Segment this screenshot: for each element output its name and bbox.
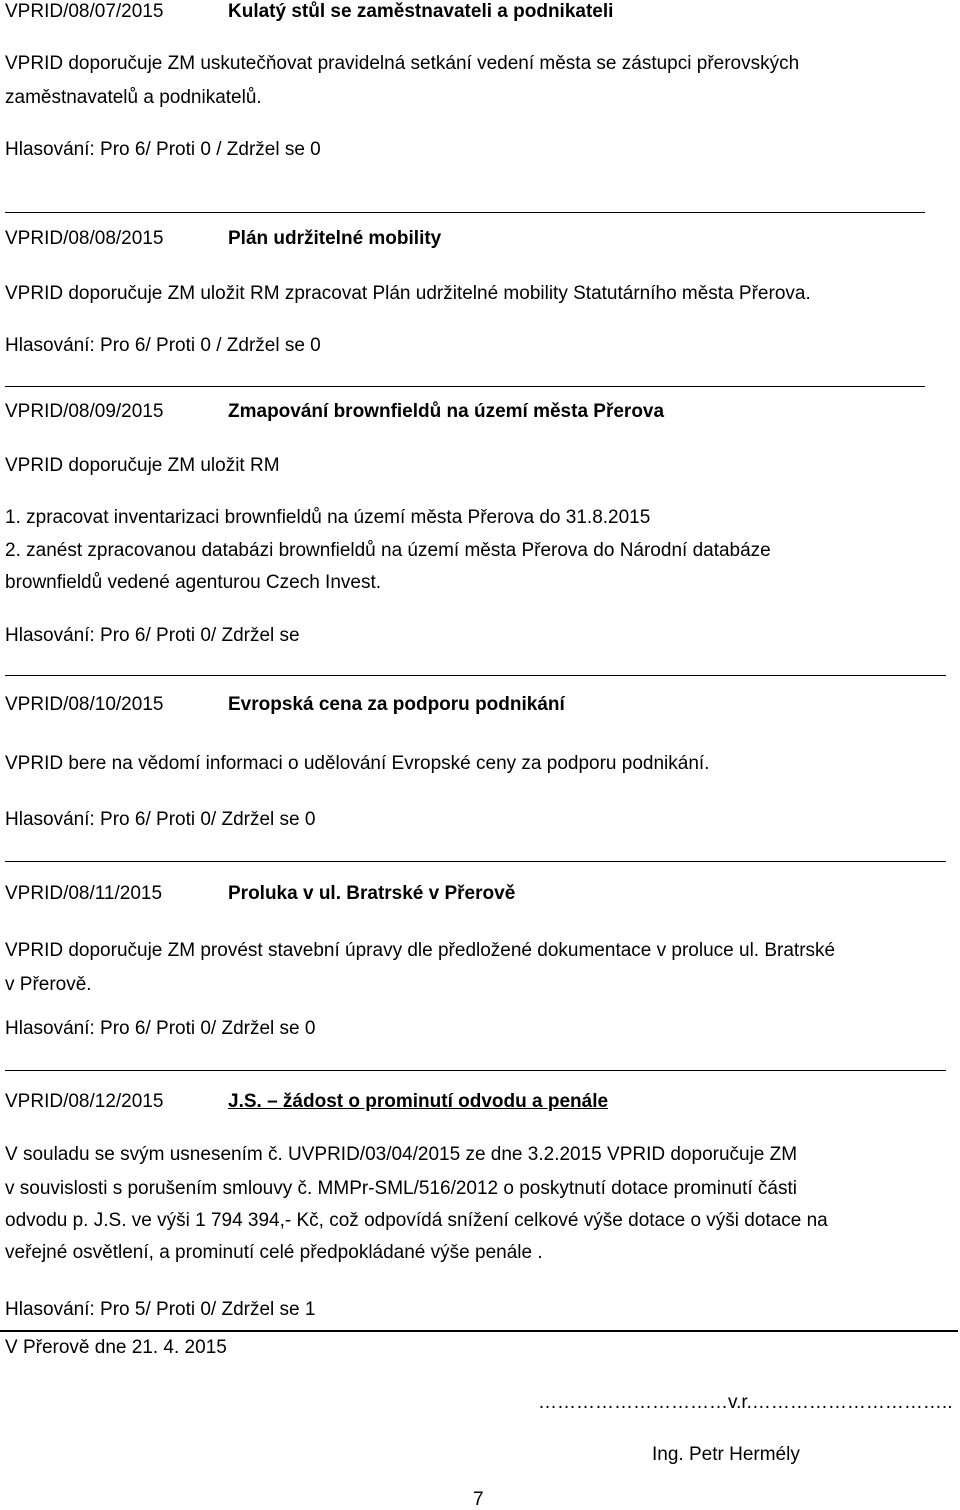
resolution-text-line: VPRID doporučuje ZM uložit RM bbox=[5, 455, 280, 476]
resolution-text-line: v souvislosti s porušením smlouvy č. MMPr-SML/516/2012 o poskytnutí dotace prominutí části bbox=[5, 1178, 797, 1199]
resolution-number: VPRID/08/12/2015 bbox=[5, 1091, 164, 1112]
resolution-title: Proluka v ul. Bratrské v Přerově bbox=[228, 883, 516, 904]
separator-line bbox=[5, 1070, 946, 1071]
resolution-text-line: VPRID doporučuje ZM uložit RM zpracovat Plán udržitelné mobility Statutárního města Přerova. bbox=[5, 283, 811, 304]
vote-result: Hlasování: Pro 6/ Proti 0/ Zdržel se bbox=[5, 625, 300, 646]
resolution-text-line: V souladu se svým usnesením č. UVPRID/03/04/2015 ze dne 3.2.2015 VPRID doporučuje ZM bbox=[5, 1144, 798, 1165]
resolution-text-line: v Přerově. bbox=[5, 974, 92, 995]
resolution-text-line: VPRID doporučuje ZM uskutečňovat pravidelná setkání vedení města se zástupci přerovských bbox=[5, 53, 800, 74]
separator-line bbox=[0, 1330, 958, 1332]
resolution-text-line: veřejné osvětlení, a prominutí celé předpokládané výše penále . bbox=[5, 1242, 543, 1263]
resolution-title: Evropská cena za podporu podnikání bbox=[228, 694, 565, 715]
resolution-title: Zmapování brownfieldů na území města Přerova bbox=[228, 401, 665, 422]
resolution-number: VPRID/08/10/2015 bbox=[5, 694, 164, 715]
resolution-text-line: 1. zpracovat inventarizaci brownfieldů na území města Přerova do 31.8.2015 bbox=[5, 507, 651, 528]
vote-result: Hlasování: Pro 6/ Proti 0/ Zdržel se 0 bbox=[5, 1018, 316, 1039]
resolution-title: Kulatý stůl se zaměstnavateli a podnikateli bbox=[228, 1, 614, 22]
resolution-number: VPRID/08/08/2015 bbox=[5, 228, 164, 249]
signature-line: …………………………v.r.………………………….. bbox=[538, 1392, 953, 1413]
separator-line bbox=[5, 212, 925, 213]
resolution-title: Plán udržitelné mobility bbox=[228, 228, 442, 249]
resolution-number: VPRID/08/11/2015 bbox=[5, 883, 163, 904]
resolution-text-line: VPRID doporučuje ZM provést stavební úpravy dle předložené dokumentace v proluce ul. Bratrské bbox=[5, 940, 836, 961]
resolution-text-line: zaměstnavatelů a podnikatelů. bbox=[5, 87, 262, 108]
resolution-text-line: odvodu p. J.S. ve výši 1 794 394,- Kč, což odpovídá snížení celkové výše dotace o výši dotace na bbox=[5, 1210, 828, 1231]
resolution-text-line: brownfieldů vedené agenturou Czech Invest. bbox=[5, 572, 382, 593]
separator-line bbox=[5, 675, 946, 676]
vote-result: Hlasování: Pro 6/ Proti 0 / Zdržel se 0 bbox=[5, 335, 321, 356]
signatory-name: Ing. Petr Hermély bbox=[652, 1444, 800, 1465]
vote-result: Hlasování: Pro 6/ Proti 0/ Zdržel se 0 bbox=[5, 809, 316, 830]
separator-line bbox=[5, 386, 925, 387]
vote-result: Hlasování: Pro 5/ Proti 0/ Zdržel se 1 bbox=[5, 1299, 316, 1320]
place-date: V Přerově dne 21. 4. 2015 bbox=[5, 1337, 227, 1358]
separator-line bbox=[5, 861, 946, 862]
vote-result: Hlasování: Pro 6/ Proti 0 / Zdržel se 0 bbox=[5, 139, 321, 160]
resolution-text-line: 2. zanést zpracovanou databázi brownfieldů na území města Přerova do Národní databáze bbox=[5, 540, 771, 561]
page-number: 7 bbox=[473, 1489, 484, 1510]
resolution-number: VPRID/08/07/2015 bbox=[5, 1, 164, 22]
resolution-number: VPRID/08/09/2015 bbox=[5, 401, 164, 422]
resolution-title: J.S. – žádost o prominutí odvodu a penále bbox=[228, 1091, 609, 1112]
resolution-text-line: VPRID bere na vědomí informaci o udělování Evropské ceny za podporu podnikání. bbox=[5, 753, 710, 774]
